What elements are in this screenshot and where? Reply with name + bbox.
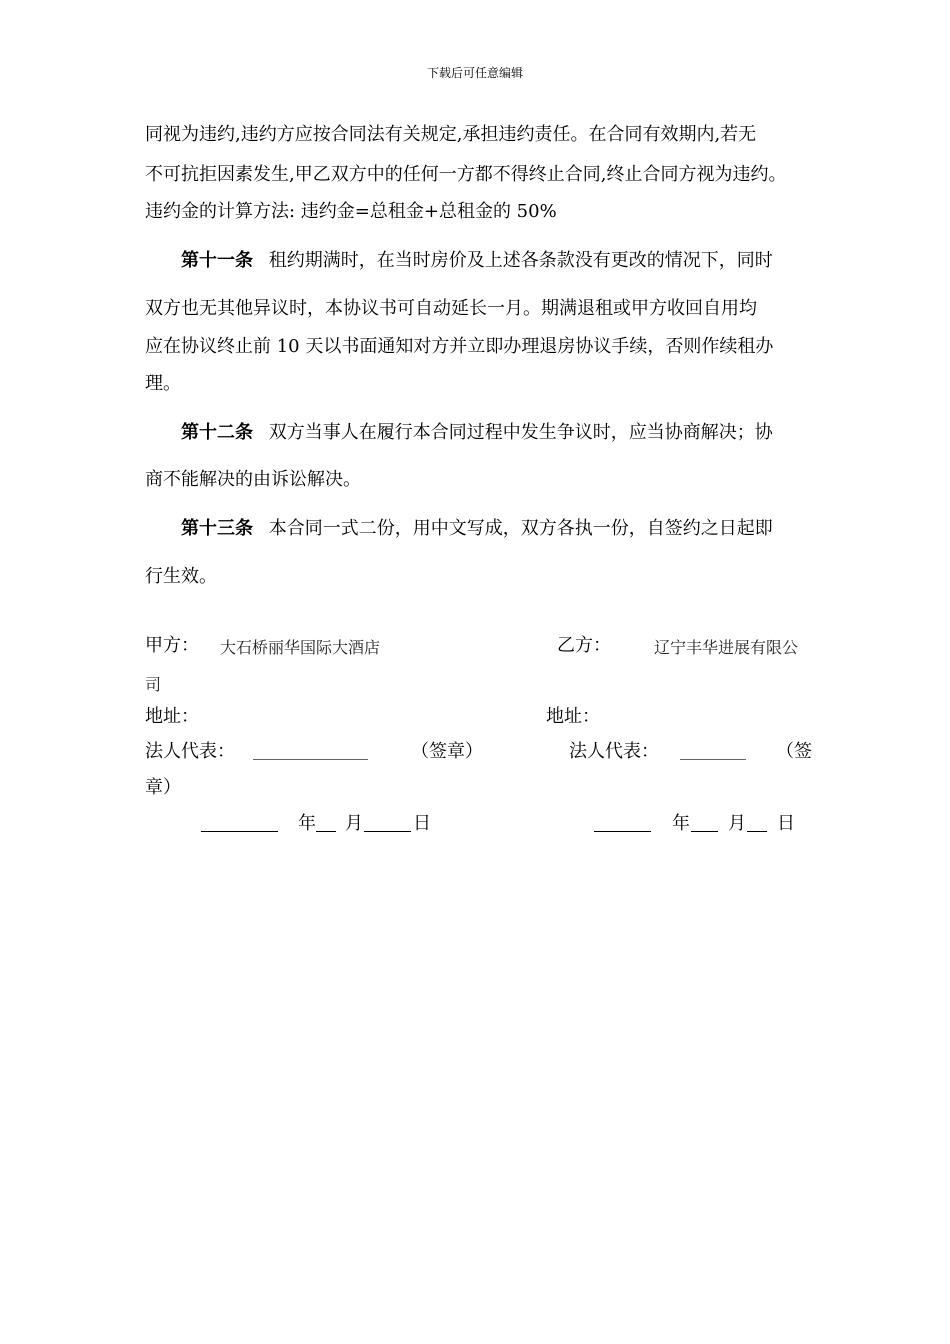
party-b-name-line-1: 辽宁丰华进展有限公 — [654, 638, 799, 657]
para-10-line-1: 同视为违约,违约方应按合同法有关规定,承担违约责任。在合同有效期内,若无 — [145, 124, 757, 145]
article-12-text-1: 双方当事人在履行本合同过程中发生争议时，应当协商解决；协 — [268, 422, 773, 443]
article-13-label: 第十三条 — [181, 518, 253, 539]
legal-rep-label-a: 法人代表： — [145, 741, 235, 762]
article-13-line-2: 行生效。 — [145, 566, 217, 587]
legal-rep-label-b: 法人代表： — [569, 741, 659, 762]
article-12-line-2: 商不能解决的由诉讼解决。 — [145, 469, 361, 490]
party-b-label: 乙方： — [557, 635, 611, 656]
article-11-line-1 — [181, 249, 773, 273]
article-11-line-4: 理。 — [145, 373, 181, 394]
address-label-a: 地址： — [145, 706, 199, 727]
article-11-label: 第十一条 — [181, 250, 253, 271]
date-a-year: 年 — [298, 813, 316, 834]
date-b-month-blank — [747, 831, 767, 832]
para-10-line-2: 不可抗拒因素发生,甲乙双方中的任何一方都不得终止合同,终止合同方视为违约。 — [145, 164, 787, 185]
article-12-label: 第十二条 — [181, 422, 253, 443]
date-a-day: 日 — [413, 813, 431, 834]
article-11-line-3: 应在协议终止前 10 天以书面通知对方并立即办理退房协议手续，否则作续租办 — [145, 336, 774, 357]
article-13-text-1: 本合同一式二份，用中文写成，双方各执一份，自签约之日起即 — [268, 518, 773, 539]
date-b-day: 日 — [777, 813, 795, 834]
article-13-line-1 — [181, 517, 773, 541]
address-label-b: 地址： — [546, 706, 600, 727]
date-a-month-blank — [364, 831, 411, 832]
legal-rep-b-blank — [680, 759, 746, 760]
seal-a: （签章） — [411, 741, 483, 762]
article-12-line-1 — [181, 421, 773, 445]
article-11-text-1: 租约期满时，在当时房价及上述各条款没有更改的情况下，同时 — [268, 250, 773, 271]
party-a-name: 大石桥丽华国际大酒店 — [220, 638, 381, 657]
legal-rep-a-blank — [253, 759, 368, 760]
para-10-line-3: 违约金的计算方法: 违约金=总租金+总租金的 50% — [145, 201, 557, 222]
date-b-year: 年 — [672, 813, 690, 834]
party-b-name-line-2: 司 — [145, 675, 162, 694]
date-a-signature-blank — [201, 831, 278, 832]
date-b-signature-blank — [594, 831, 651, 832]
seal-b-line-1: （签 — [776, 741, 812, 762]
seal-b-line-2: 章） — [145, 777, 181, 798]
date-b-year-blank — [691, 831, 718, 832]
party-a-label: 甲方： — [145, 635, 199, 656]
date-a-month: 月 — [345, 813, 363, 834]
article-11-line-2: 双方也无其他异议时，本协议书可自动延长一月。期满退租或甲方收回自用均 — [145, 298, 757, 319]
date-b-month: 月 — [728, 813, 746, 834]
header-note: 下载后可任意编辑 — [426, 66, 523, 80]
date-a-year-blank — [316, 831, 336, 832]
